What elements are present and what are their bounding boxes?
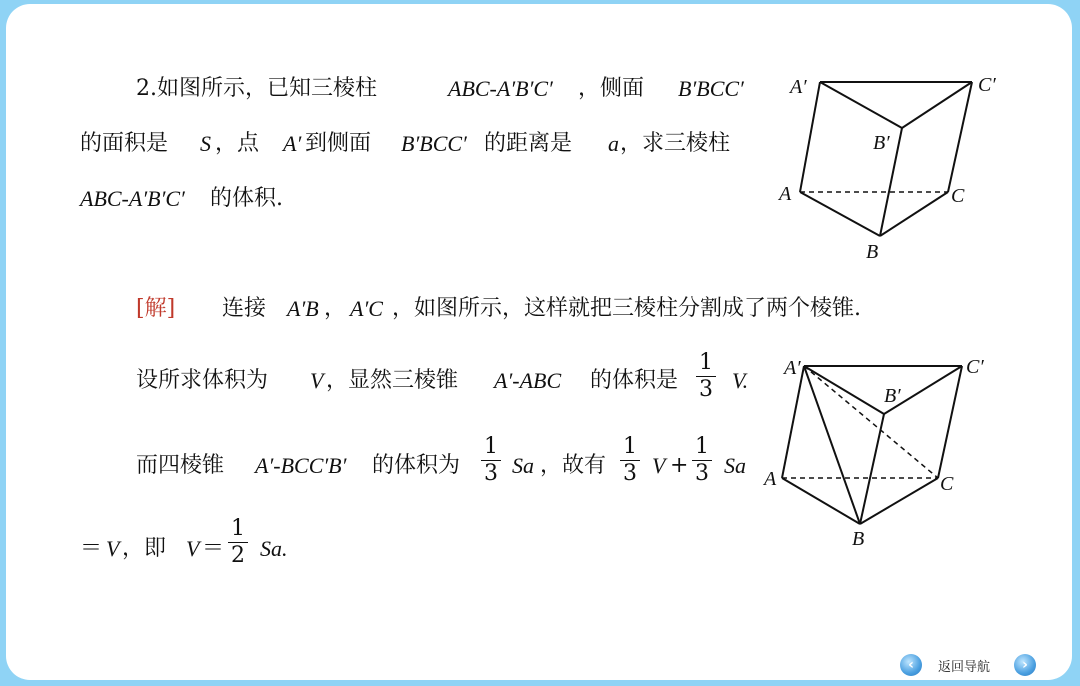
solution-line2-pyramid: A′-ABC (494, 368, 562, 393)
problem-line1-prefix: 2.如图所示，已知三棱柱 (136, 76, 377, 101)
solution-line1-b: ，如图所示，这样就把三棱柱分割成了两个棱锥. (392, 296, 861, 321)
problem-line3-suffix: 的体积. (210, 186, 283, 211)
problem-line2-prefix: 的面积是 (80, 131, 169, 156)
solution-line3-a: 而四棱锥 (136, 453, 225, 478)
fig1-label-A: A (779, 183, 792, 205)
solution-line1-AC: A′C (350, 296, 383, 321)
solution-line4-V2: V (186, 536, 200, 561)
solution-line3-Sa2: Sa (724, 453, 746, 478)
fig1-label-B1: B′ (873, 132, 890, 154)
fig1-label-C1: C′ (978, 74, 996, 96)
solution-line4-Sa: Sa. (260, 536, 288, 561)
problem-line2-mid2: 到侧面 (305, 131, 372, 156)
fig2-label-B1: B′ (884, 385, 901, 407)
problem-line2-a: a (608, 131, 619, 156)
solution-line2-V2: V. (732, 368, 749, 393)
problem-line2-suffix: ，求三棱柱 (620, 131, 731, 156)
solution-line2-a: 设所求体积为 (136, 368, 269, 393)
problem-line2-mid: ，点 (215, 131, 260, 156)
prism-figure-1 (770, 66, 1030, 266)
solution-line3-c: ，故有 (540, 453, 607, 478)
solution-line4-V: V (106, 536, 120, 561)
fig2-label-A1: A′ (784, 357, 801, 379)
prev-arrow-icon[interactable]: ‹ (900, 654, 922, 676)
problem-line1-mid: ，侧面 (578, 76, 645, 101)
solution-line1-sep: ， (324, 296, 347, 321)
back-navigation-link[interactable]: 返回导航 (938, 660, 991, 675)
solution-line4-eq: ＝ (202, 536, 225, 561)
fraction-one-third-4: 1 3 (692, 436, 712, 485)
problem-line1-face: B′BCC′ (678, 76, 744, 101)
solution-line3-b: 的体积为 (372, 453, 461, 478)
solution-line1-a: 连接 (222, 296, 267, 321)
fraction-one-third-2: 1 3 (481, 436, 501, 485)
solution-line3-V: V (652, 453, 666, 478)
solution-line2-c: 的体积是 (590, 368, 679, 393)
fig1-label-C: C (951, 185, 965, 207)
solution-line2-b: ，显然三棱锥 (326, 368, 459, 393)
prism-figure-2 (760, 350, 1020, 550)
problem-line1-prism: ABC-A′B′C′ (448, 76, 553, 101)
solution-line1-AB: A′B (287, 296, 319, 321)
solution-tag: [解] (136, 296, 176, 321)
fig2-label-C1: C′ (966, 356, 984, 378)
fraction-one-third-1: 1 3 (696, 352, 716, 401)
solution-line3-pyramid: A′-BCC′B′ (255, 453, 347, 478)
solution-line3-Sa: Sa (512, 453, 534, 478)
fig2-label-B: B (852, 528, 865, 550)
solution-line4-a: ＝ (80, 536, 103, 561)
problem-line2-S: S (200, 131, 211, 156)
fig2-label-A: A (764, 468, 777, 490)
fig1-label-B: B (866, 241, 879, 263)
fig1-label-A1: A′ (790, 76, 807, 98)
fig2-label-C: C (940, 473, 954, 495)
solution-line3-plus: + (670, 453, 689, 478)
solution-line4-b: ，即 (122, 536, 167, 561)
next-arrow-icon[interactable]: › (1014, 654, 1036, 676)
solution-line2-V: V (310, 368, 324, 393)
problem-line3-prism: ABC-A′B′C′ (80, 186, 185, 211)
problem-line2-A: A′ (283, 131, 302, 156)
fraction-one-half: 1 2 (228, 518, 248, 567)
problem-line2-face: B′BCC′ (401, 131, 467, 156)
fraction-one-third-3: 1 3 (620, 436, 640, 485)
problem-line2-mid3: 的距离是 (484, 131, 573, 156)
